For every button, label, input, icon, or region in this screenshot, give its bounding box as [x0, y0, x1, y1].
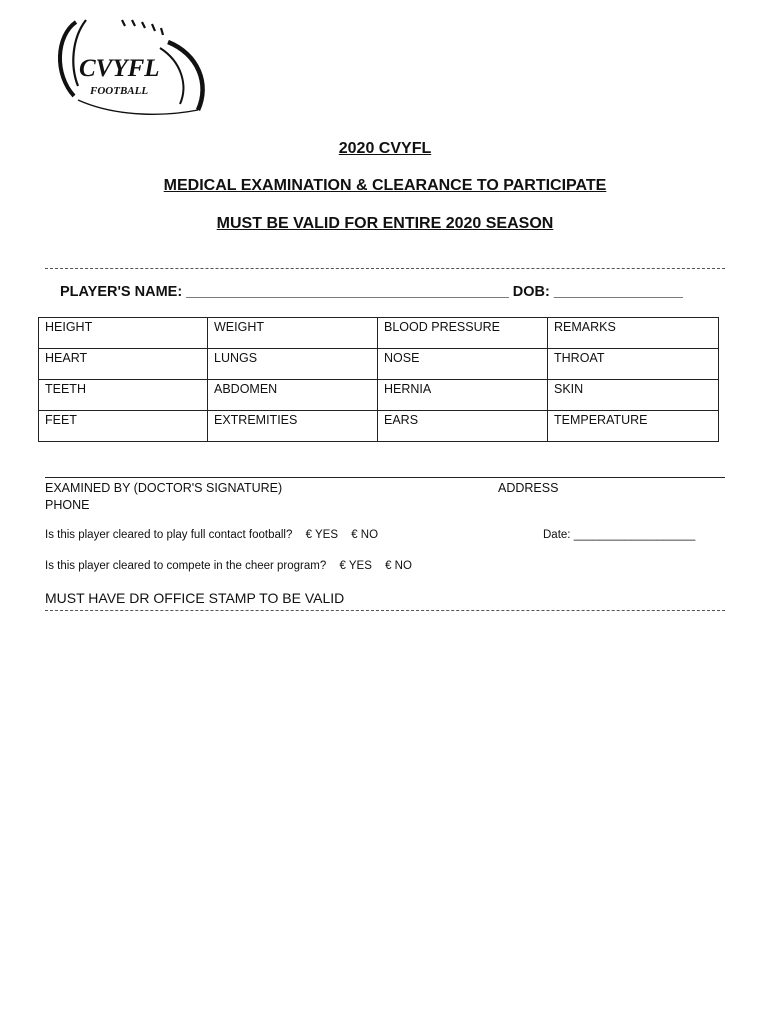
football-no-checkbox[interactable]: € NO: [351, 529, 379, 541]
cvyfl-logo: [48, 14, 214, 118]
address-label: ADDRESS: [498, 481, 559, 495]
exam-table: [38, 317, 719, 442]
exam-cell-remarks[interactable]: REMARKS: [548, 318, 719, 349]
dashed-divider-bottom: [45, 610, 725, 611]
exam-cell-height[interactable]: HEIGHT: [39, 318, 208, 349]
exam-cell-skin[interactable]: SKIN: [548, 380, 719, 411]
football-logo-icon: [48, 14, 214, 118]
player-name-label: PLAYER'S NAME:: [60, 284, 183, 300]
table-row: [39, 380, 719, 411]
examined-by-label: EXAMINED BY (DOCTOR'S SIGNATURE): [45, 481, 283, 495]
form-title: MEDICAL EXAMINATION & CLEARANCE TO PARTICIPATE: [163, 177, 607, 194]
cheer-clearance-row: [45, 560, 412, 572]
signature-line[interactable]: [45, 477, 725, 478]
football-clearance-question: Is this player cleared to play full contact football?: [45, 529, 293, 541]
dob-field[interactable]: ________________: [553, 284, 683, 300]
table-row: [39, 411, 719, 442]
exam-cell-teeth[interactable]: TEETH: [39, 380, 208, 411]
player-name-field[interactable]: ________________________________________: [186, 284, 509, 300]
date-label: Date:: [543, 529, 571, 541]
cheer-yes-checkbox[interactable]: € YES: [339, 560, 372, 572]
exam-cell-heart[interactable]: HEART: [39, 349, 208, 380]
football-clearance-row: [45, 529, 378, 541]
exam-cell-lungs[interactable]: LUNGS: [208, 349, 378, 380]
exam-cell-ears[interactable]: EARS: [378, 411, 548, 442]
exam-cell-temperature[interactable]: TEMPERATURE: [548, 411, 719, 442]
stamp-requirement-note: MUST HAVE DR OFFICE STAMP TO BE VALID: [45, 590, 345, 606]
exam-cell-weight[interactable]: WEIGHT: [208, 318, 378, 349]
table-row: [39, 349, 719, 380]
exam-cell-extremities[interactable]: EXTREMITIES: [208, 411, 378, 442]
exam-cell-nose[interactable]: NOSE: [378, 349, 548, 380]
date-field[interactable]: ___________________: [573, 529, 696, 541]
form-year-title: 2020 CVYFL: [338, 140, 432, 157]
exam-cell-throat[interactable]: THROAT: [548, 349, 719, 380]
exam-cell-abdomen[interactable]: ABDOMEN: [208, 380, 378, 411]
phone-label: PHONE: [45, 498, 90, 512]
football-yes-checkbox[interactable]: € YES: [305, 529, 338, 541]
cheer-clearance-question: Is this player cleared to compete in the cheer program?: [45, 560, 327, 572]
form-validity-note: MUST BE VALID FOR ENTIRE 2020 SEASON: [216, 215, 554, 232]
table-row: [39, 318, 719, 349]
cheer-no-checkbox[interactable]: € NO: [385, 560, 412, 572]
dashed-divider-top: [45, 268, 725, 269]
dob-label: DOB:: [512, 284, 550, 300]
exam-cell-feet[interactable]: FEET: [39, 411, 208, 442]
date-field-row: [543, 529, 695, 541]
exam-cell-hernia[interactable]: HERNIA: [378, 380, 548, 411]
svg-text:FOOTBALL: FOOTBALL: [90, 85, 149, 97]
svg-text:CVYFL: CVYFL: [79, 55, 160, 82]
player-info-line: [60, 284, 683, 300]
exam-cell-blood-pressure[interactable]: BLOOD PRESSURE: [378, 318, 548, 349]
